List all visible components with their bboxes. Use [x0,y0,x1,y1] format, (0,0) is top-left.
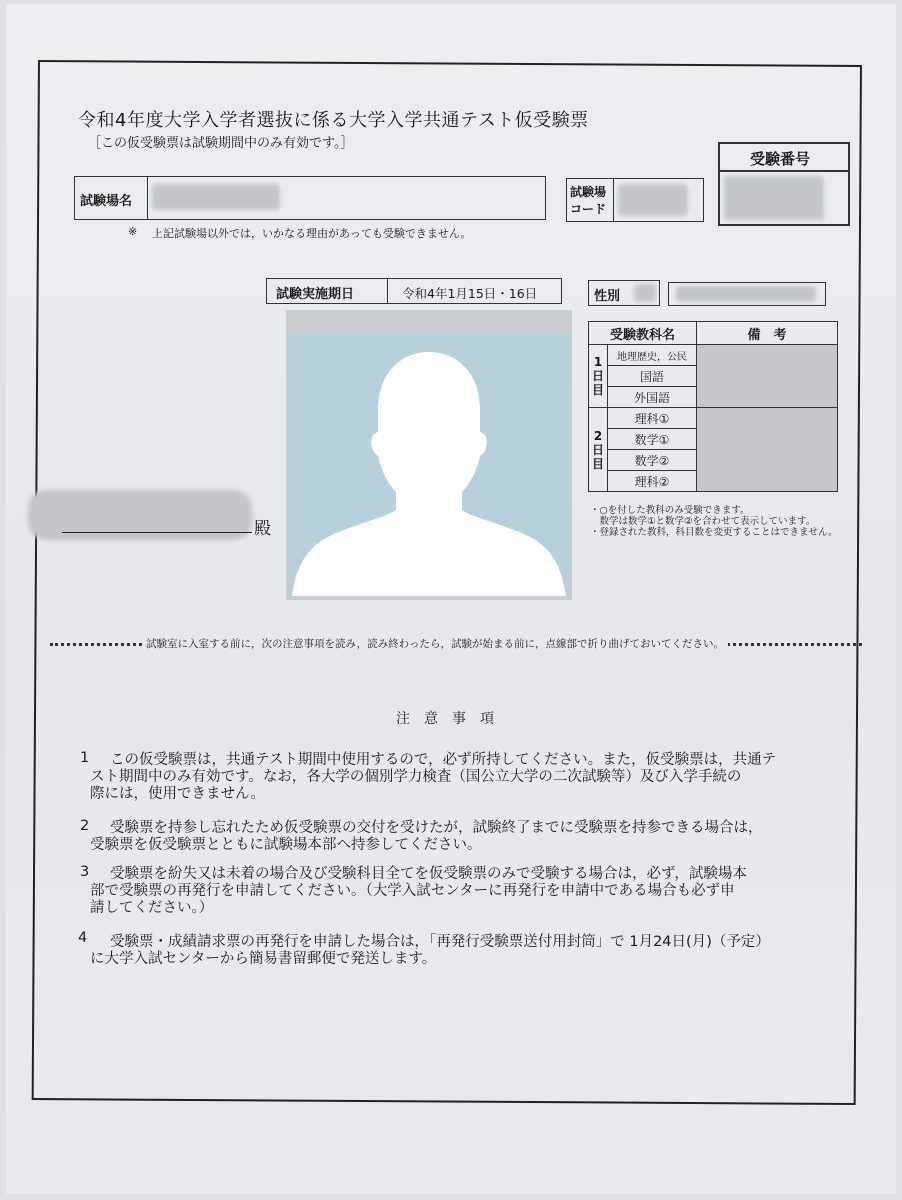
table-row [589,408,838,429]
document-title: 令和4年度大学入学者選抜に係る大学入学共通テスト仮受験票 [78,110,589,131]
note-text: 受験票を紛失又は未着の場合及び受験科目全てを仮受験票のみで受験する場合は，必ず，試験場本 部で受験票の再発行を申請してください。（大学入試センターに再発行を申請中である場合も必ず申 請してください。） [90,866,747,916]
note-number: 2 [80,818,90,834]
exam-site-note: 上記試験場以外では，いかなる理由があっても受験できません。 [152,227,472,240]
subject-cell: 理科② [608,471,697,492]
subjects-header-row [589,322,838,345]
exam-site-code-label-2: コード [570,202,607,216]
table-row [589,345,838,366]
note-text: 受験票・成績請求票の再発行を申請した場合は，「再発行受験票送付用封筒」で 1月24日(月)（予定） に大学入試センターから簡易書留郵便で発送します。 [90,934,770,967]
subjects-header-subject: 受験教科名 [589,322,697,345]
remarks-day2-redacted [697,408,838,492]
exam-site-code-label-1: 試験場 [570,185,607,199]
exam-site-note-mark: ※ [128,225,138,238]
gender-label: 性別 [594,289,621,304]
note-number: 3 [80,864,90,880]
exam-site-code-redacted [618,184,688,216]
exam-site-label: 試験場名 [80,194,133,209]
note-text: 受験票を持参し忘れたため仮受験票の交付を受けたが，試験終了までに受験票を持参できる場合は， 受験票を仮受験票とともに試験場本部へ持参してください。 [90,820,763,853]
honorific: 殿 [254,519,271,539]
notes-heading: 注意事項 [396,711,508,727]
person-silhouette-icon [288,334,570,596]
exam-date-value: 令和4年1月15日・16日 [402,286,538,301]
document-subtitle: ［この仮受験票は試験期間中のみ有効です。］ [88,136,354,151]
subject-cell: 数学② [608,450,697,471]
day1-label: 1 日 目 [589,345,608,408]
subject-cell: 外国語 [608,387,697,408]
candidate-name-underline [62,532,252,533]
exam-date-label: 試験実施期日 [276,287,355,302]
exam-number-label: 受験番号 [750,150,811,168]
subject-cell: 数学① [608,429,697,450]
subject-cell: 地理歴史，公民 [608,345,697,366]
note-text: この仮受験票は，共通テスト期間中使用するので，必ず所持してください。また，仮受験票は，共通テ スト期間中のみ有効です。なお，各大学の個別学力検査（国公立大学の二次試験等）及び入学手続の 際には，使用できません。 [90,752,777,802]
gender-redacted [634,284,656,302]
name-kana-redacted [676,286,816,302]
note-number: 4 [78,930,88,946]
fold-instruction: 試験室に入室する前に，次の注意事項を読み，読み終わったら，試験が始まる前に，点線部で折り曲げておいてください。 [142,636,728,651]
exam-site-redacted [152,184,280,210]
remarks-day1-redacted [697,345,838,408]
subject-cell: 国語 [608,366,697,387]
subjects-header-notes: 備 考 [697,322,838,345]
exam-number-redacted [724,176,824,220]
note-number: 1 [80,750,90,766]
subjects-table [588,321,838,492]
day2-label: 2 日 目 [589,408,608,492]
subject-cell: 理科① [608,408,697,429]
subject-notes: ・○を付した教科のみ受験できます。 数学は数学①と数学②を合わせて表示しています。 ・登録された教科，科目数を変更することはできません。 [590,505,838,538]
